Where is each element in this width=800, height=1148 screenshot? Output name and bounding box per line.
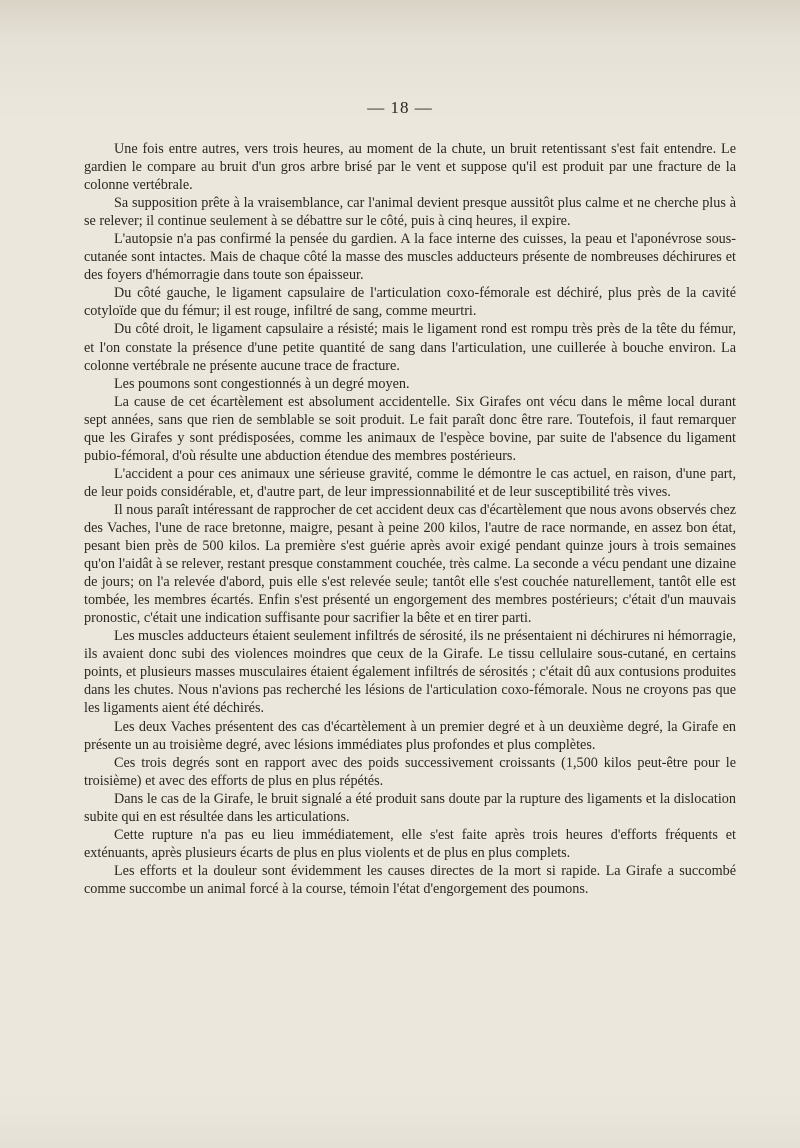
page-number: — 18 — — [367, 98, 433, 117]
paragraph-10: Les muscles adducteurs étaient seulement infiltrés de sérosité, ils ne présentaient ni déchirures ni hémorragie, ils avaient donc subi des violences moindres que ceux de la Girafe. Le tissu cellulaire sous-cutané, en certains points, et plusieurs masses musculaires étaient également infiltrés de sérosités ; c'était dû aux contusions produites dans les chutes. Nous n'avions pas recherché les lésions de l'articulation coxo-fémorale. Nous ne croyons pas que les ligaments aient été déchirés. — [84, 628, 736, 717]
paragraph-13: Dans le cas de la Girafe, le bruit signalé a été produit sans doute par la rupture des ligaments et la dislocation subite qui en est résultée dans les articulations. — [84, 790, 736, 825]
paragraph-9: Il nous paraît intéressant de rapprocher de cet accident deux cas d'écartèlement que nous avons observés chez des Vaches, l'une de race bretonne, maigre, pesant à peine 200 kilos, l'autre de race normande, en assez bon état, pesant bien près de 500 kilos. La première s'est guérie après avoir exigé pendant quinze jours à trois semaines qu'on l'aidât à se relever, restant presque constamment couchée, très calme. La seconde a vécu pendant une dizaine de jours; on l'a relevée d'abord, puis elle s'est relevée seule; tantôt elle s'est couchée naturellement, tantôt elle est tombée, les membres écartés. Enfin s'est présenté un engorgement des membres postérieurs; c'était d'un mauvais pronostic, c'était une indication suffisante pour sacrifier la bête et en tirer parti. — [84, 501, 736, 627]
paragraph-3: L'autopsie n'a pas confirmé la pensée du gardien. A la face interne des cuisses, la peau et l'aponévrose sous-cutanée sont intactes. Mais de chaque côté la masse des muscles adducteurs présente de nombreuses déchirures et des foyers d'hémorragie dans toute son épaisseur. — [84, 231, 736, 284]
paragraph-1: Une fois entre autres, vers trois heures, au moment de la chute, un bruit retentissant s'est fait entendre. Le gardien le compare au bruit d'un gros arbre brisé par le vent et suppose qu'il est produit par une fracture de la colonne vertébrale. — [84, 141, 736, 194]
paragraph-6: Les poumons sont congestionnés à un degré moyen. — [114, 375, 410, 392]
paragraph-14: Cette rupture n'a pas eu lieu immédiatement, elle s'est faite après trois heures d'efforts fréquents et exténuants, après plusieurs écarts de plus en plus violents et de plus en plus complets. — [84, 826, 736, 861]
paragraph-11: Les deux Vaches présentent des cas d'écartèlement à un premier degré et à un deuxième degré, la Girafe en présente un au troisième degré, avec lésions immédiates plus profondes et plus complètes. — [84, 718, 736, 753]
paragraph-2: Sa supposition prête à la vraisemblance, car l'animal devient presque aussitôt plus calme et ne cherche plus à se relever; il continue seulement à se débattre sur le côté, puis à cinq heures, il expire. — [84, 195, 736, 230]
paragraph-5: Du côté droit, le ligament capsulaire a résisté; mais le ligament rond est rompu très près de la tête du fémur, et l'on constate la présence d'une petite quantité de sang dans l'articulation, une cuillerée à bouche environ. La colonne vertébrale ne présente aucune trace de fracture. — [84, 321, 736, 374]
body-text — [84, 140, 736, 898]
paragraph-8: L'accident a pour ces animaux une sérieuse gravité, comme le démontre le cas actuel, en raison, d'une part, de leur poids considérable, et, d'autre part, de leur impressionnabilité et de leur susceptibilité très vives. — [84, 465, 736, 500]
paragraph-7: La cause de cet écartèlement est absolument accidentelle. Six Girafes ont vécu dans le même local durant sept années, sans que rien de semblable se soit produit. Le fait paraît donc être rare. Toutefois, il faut remarquer que les Girafes y sont prédisposées, comme les animaux de l'espèce bovine, par suite de l'absence du ligament pubio-fémoral, d'où résulte une abduction étendue des membres postérieurs. — [84, 393, 736, 464]
paragraph-15: Les efforts et la douleur sont évidemment les causes directes de la mort si rapide. La Girafe a succombé comme succombe un animal forcé à la course, témoin l'état d'engorgement des poumons. — [84, 862, 736, 897]
paragraph-4: Du côté gauche, le ligament capsulaire de l'articulation coxo-fémorale est déchiré, plus près de la cavité cotyloïde que du fémur; il est rouge, infiltré de sang, comme meurtri. — [84, 285, 736, 320]
paragraph-12: Ces trois degrés sont en rapport avec des poids successivement croissants (1,500 kilos peut-être pour le troisième) et avec des efforts de plus en plus répétés. — [84, 754, 736, 789]
